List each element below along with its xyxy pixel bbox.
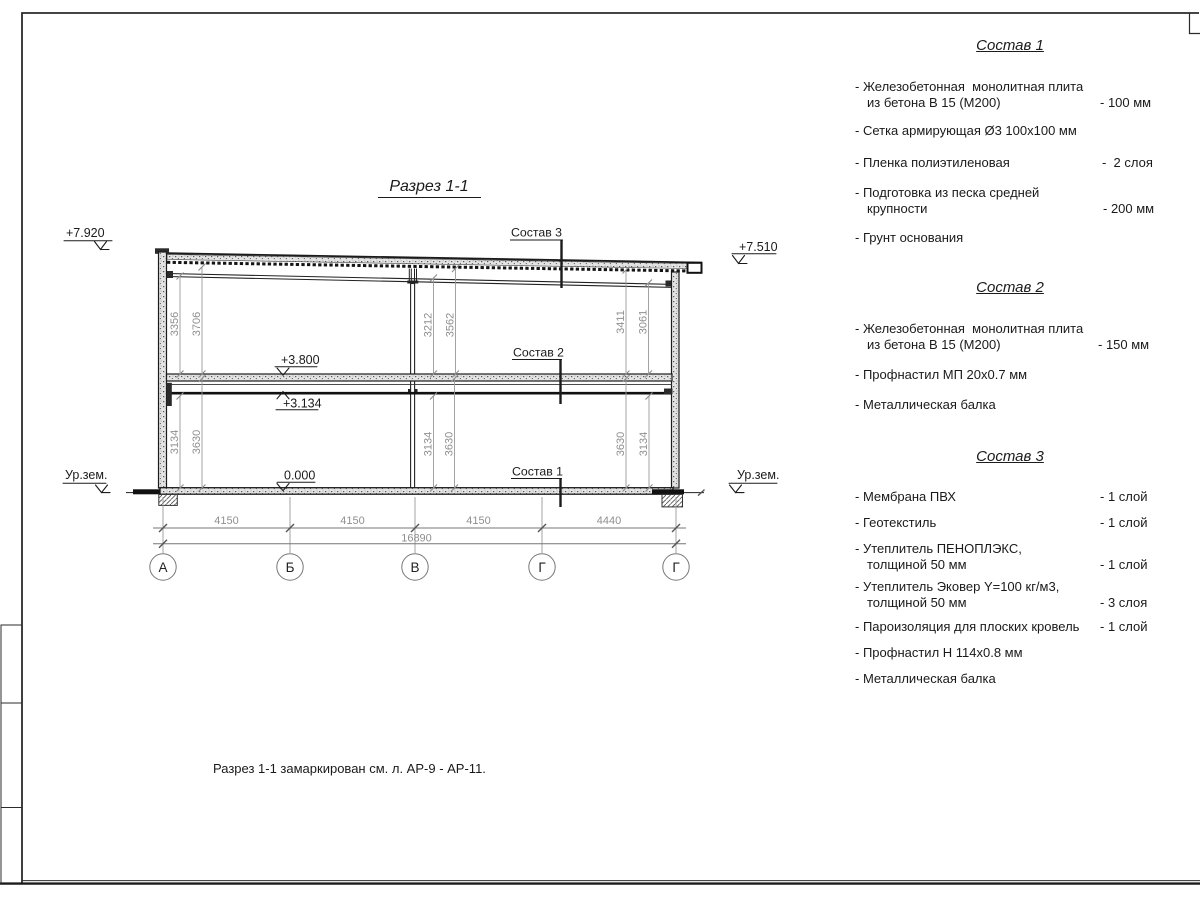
elevation-arrow (730, 485, 745, 493)
composition-item: - Сетка армирующая Ø3 100х100 мм (855, 123, 1077, 138)
callout-sostav2: Состав 2 (513, 345, 564, 360)
composition-item-value: - 2 слоя (1102, 155, 1153, 170)
left-foundation-block (159, 494, 178, 505)
right-foundation-block (662, 494, 683, 507)
elevation-zero: 0.000 (284, 468, 316, 483)
dim-right-lower-a: 3630 (615, 431, 627, 457)
dim-mid-upper-a: 3212 (422, 312, 435, 338)
dim-right-upper-a: 3411 (615, 310, 627, 334)
dim-total: 16890 (401, 532, 432, 545)
composition-3-title: Состав 3 (976, 448, 1044, 465)
callout-sostav3: Состав 3 (511, 225, 562, 240)
composition-item-value: - 1 слой (1100, 515, 1148, 530)
composition-item-value: - 1 слой (1100, 619, 1148, 634)
callout-sostav1: Состав 1 (512, 464, 563, 479)
composition-item-value: - 200 мм (1103, 201, 1155, 216)
composition-item: - Металлическая балка (855, 671, 996, 686)
dim-right-lower-b: 3134 (638, 431, 650, 457)
composition-item: - Геотекстиль (855, 515, 937, 530)
elevation-floor-slab: +3.800 (281, 353, 320, 367)
ground-level-right: Ур.зем. (737, 468, 780, 482)
composition-item: - Пароизоляция для плоских кровель (855, 619, 1080, 634)
elevation-roof-right: +7.510 (739, 240, 778, 254)
composition-item: - Железобетонная монолитная плита (855, 321, 1084, 336)
composition-item: из бетона В 15 (М200) (867, 337, 1001, 352)
right-wall (672, 272, 680, 488)
dim-span-3: 4150 (466, 515, 491, 527)
composition-item: - Подготовка из песка средней (855, 185, 1040, 200)
composition-item: - Профнастил МП 20х0.7 мм (855, 367, 1028, 382)
composition-item: толщиной 50 мм (867, 557, 967, 572)
composition-item: - Железобетонная монолитная плита (855, 79, 1084, 94)
composition-item: - Металлическая балка (855, 397, 996, 412)
composition-item-value: - 1 слой (1100, 489, 1148, 504)
axis-label-3: В (410, 559, 420, 575)
dim-left-lower-b: 3630 (191, 429, 203, 455)
sheet-note: Разрез 1-1 замаркирован см. л. АР-9 - АР-11. (213, 761, 486, 776)
composition-2-title: Состав 2 (976, 279, 1044, 296)
elevation-arrow (96, 485, 111, 493)
building-section (126, 248, 704, 507)
dim-span-2: 4150 (340, 515, 365, 527)
axis-label-1: А (158, 559, 168, 575)
floor-slab (167, 374, 673, 406)
composition-item: - Профнастил Н 114х0.8 мм (855, 645, 1023, 660)
roof-edge-cap (688, 263, 702, 273)
composition-item: - Утеплитель ПЕНОПЛЭКС, (855, 541, 1022, 556)
composition-item: из бетона В 15 (М200) (867, 95, 1001, 110)
composition-item: - Грунт основания (855, 230, 964, 245)
page-title: Разрез 1-1 (389, 178, 469, 195)
dim-right-upper-b: 3061 (637, 309, 650, 335)
dim-mid-lower-b: 3630 (443, 431, 456, 457)
ground-level-left: Ур.зем. (65, 468, 108, 482)
composition-item-value: - 3 слоя (1100, 595, 1148, 610)
dim-span-1: 4150 (214, 515, 239, 527)
elevation-beam-bottom: +3.134 (283, 396, 322, 411)
left-wall (159, 252, 167, 488)
composition-item-value: - 1 слой (1100, 557, 1148, 572)
dim-span-4: 4440 (596, 515, 622, 527)
axis-bubbles (150, 554, 689, 580)
elevation-roof-left: +7.920 (66, 226, 105, 240)
composition-item-value: - 150 мм (1098, 337, 1150, 352)
composition-1-title: Состав 1 (976, 37, 1044, 54)
dim-left-upper-a: 3356 (169, 311, 181, 337)
composition-item: - Утеплитель Эковер Y=100 кг/м3, (855, 579, 1060, 594)
dim-left-upper-b: 3706 (191, 311, 203, 337)
axis-label-4: Г (538, 559, 546, 575)
axis-label-2: Б (285, 559, 295, 575)
dim-mid-upper-b: 3562 (444, 312, 457, 338)
composition-item: толщиной 50 мм (867, 595, 967, 610)
composition-item: - Пленка полиэтиленовая (855, 155, 1010, 170)
composition-item-value: - 100 мм (1100, 95, 1152, 110)
section-title (378, 178, 481, 198)
dim-mid-lower-a: 3134 (422, 431, 435, 457)
dim-left-lower-a: 3134 (169, 429, 181, 455)
frame-side-cells (1, 625, 22, 884)
axis-label-5: Г (672, 559, 680, 575)
roof-assembly (155, 248, 702, 287)
composition-item: крупности (867, 201, 928, 216)
elevation-arrow (733, 256, 748, 264)
elevation-arrow (95, 242, 110, 250)
composition-item: - Мембрана ПВХ (855, 489, 956, 504)
bottom-dimensions (153, 490, 705, 553)
